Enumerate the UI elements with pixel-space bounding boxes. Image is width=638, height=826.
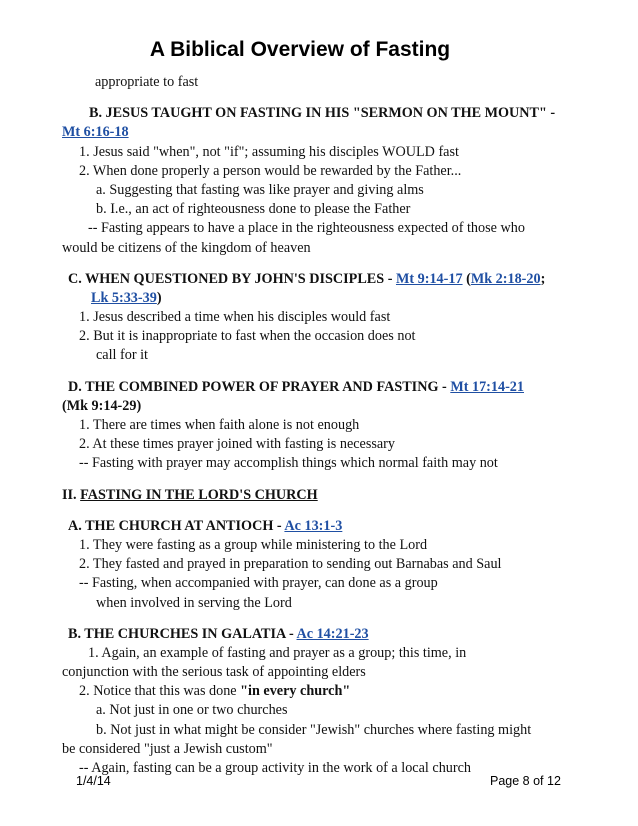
- scripture-link[interactable]: Mk 2:18-20: [470, 270, 541, 287]
- section-number: II.: [62, 486, 81, 503]
- footer-page-number: Page 8 of 12: [490, 774, 561, 788]
- heading-text: B. THE CHURCHES IN GALATIA -: [68, 625, 297, 642]
- text-line: 1. There are times when faith alone is not enough: [79, 417, 360, 433]
- text-line: when involved in serving the Lord: [96, 594, 292, 611]
- section-title: FASTING IN THE LORD'S CHURCH: [80, 486, 318, 503]
- text-line: call for it: [96, 347, 148, 364]
- scripture-link[interactable]: Mt 17:14-21: [450, 378, 524, 395]
- text-line: 1. Jesus described a time when his disciples would fast: [79, 309, 391, 326]
- text-line: 1. Again, an example of fasting and prayer as a group; this time, in: [88, 644, 467, 661]
- text-line: 2. They fasted and prayed in preparation to sending out Barnabas and Saul: [79, 556, 502, 573]
- section-heading-b: [63, 104, 576, 123]
- emphasis-text: "in every church": [240, 683, 351, 700]
- text-line: 2. At these times prayer joined with fasting is necessary: [79, 436, 395, 453]
- scripture-link[interactable]: Ac 14:21-23: [296, 625, 369, 642]
- heading-ref-line: [62, 123, 576, 142]
- heading-text: C. WHEN QUESTIONED BY JOHN'S DISCIPLES -: [68, 270, 396, 287]
- text-line: b. Not just in what might be consider "Jewish" churches where fasting might: [96, 721, 532, 738]
- scripture-link[interactable]: Mt 9:14-17: [395, 270, 463, 287]
- section-heading-ii: [62, 486, 576, 505]
- heading-punct: ;: [540, 270, 546, 287]
- heading-ref-line: [68, 289, 576, 308]
- heading-punct: (: [462, 270, 471, 287]
- section-heading-c: [68, 270, 576, 289]
- text-line: be considered "just a Jewish custom": [62, 740, 273, 757]
- text-fragment: 2. Notice that this was done: [79, 683, 241, 700]
- text-line: [68, 682, 576, 701]
- heading-paren-ref: (Mk 9:14-29): [62, 397, 142, 414]
- text-line: -- Fasting, when accompanied with prayer, can done as a group: [79, 575, 438, 592]
- scripture-link[interactable]: Ac 13:1-3: [284, 517, 343, 534]
- section-heading-d: [68, 378, 576, 397]
- page-title: A Biblical Overview of Fasting: [149, 38, 451, 61]
- document-body: [62, 73, 576, 778]
- text-line: a. Not just in one or two churches: [96, 702, 288, 719]
- scripture-link[interactable]: Lk 5:33-39: [91, 289, 157, 306]
- footer-date: 1/4/14: [76, 774, 111, 788]
- text-line: would be citizens of the kingdom of heaven: [62, 239, 311, 256]
- heading-text: B. JESUS TAUGHT ON FASTING IN HIS "SERMON ON THE MOUNT" -: [89, 105, 556, 122]
- text-line: -- Fasting appears to have a place in the righteousness expected of those who: [88, 220, 525, 237]
- text-line: b. I.e., an act of righteousness done to please the Father: [96, 201, 411, 218]
- heading-punct: ): [156, 289, 162, 306]
- text-line: appropriate to fast: [95, 74, 199, 90]
- section-heading-galatia: [68, 625, 576, 644]
- text-line: 2. When done properly a person would be rewarded by the Father...: [79, 162, 462, 179]
- text-line: 2. But it is inappropriate to fast when the occasion does not: [79, 328, 416, 345]
- section-heading-a: [68, 517, 576, 536]
- text-line: conjunction with the serious task of appointing elders: [62, 664, 366, 681]
- text-line: a. Suggesting that fasting was like prayer and giving alms: [96, 181, 424, 198]
- text-line: 1. They were fasting as a group while ministering to the Lord: [79, 536, 428, 553]
- scripture-link[interactable]: Mt 6:16-18: [62, 124, 129, 141]
- text-line: -- Fasting with prayer may accomplish things which normal faith may not: [79, 455, 498, 472]
- text-line: 1. Jesus said "when", not "if"; assuming his disciples WOULD fast: [79, 143, 459, 160]
- text-line: -- Again, fasting can be a group activity in the work of a local church: [79, 760, 471, 776]
- heading-text: A. THE CHURCH AT ANTIOCH -: [68, 517, 285, 534]
- heading-text: D. THE COMBINED POWER OF PRAYER AND FASTING -: [68, 378, 451, 395]
